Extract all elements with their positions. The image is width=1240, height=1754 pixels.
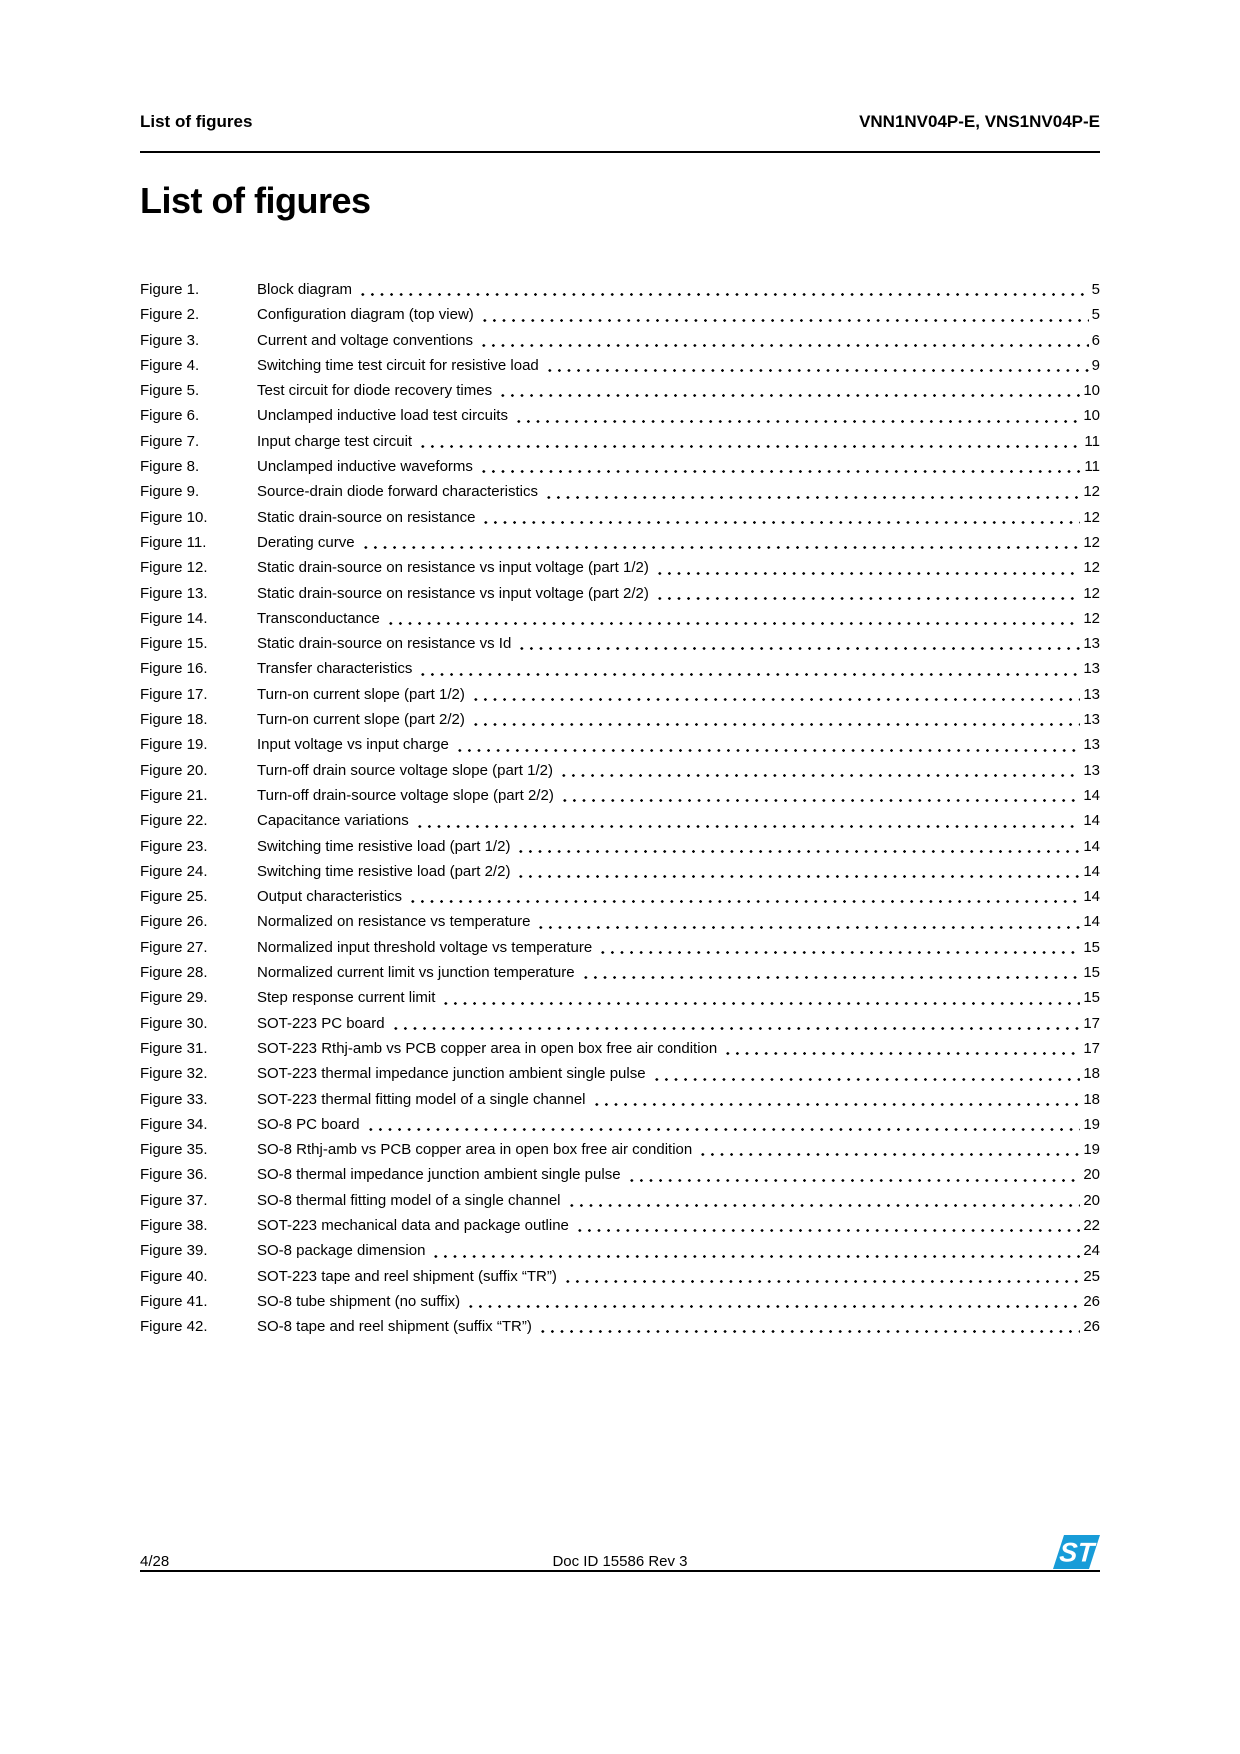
figure-entry bbox=[140, 429, 1100, 454]
figure-page-number: 15 bbox=[1083, 938, 1100, 956]
page-footer bbox=[140, 1553, 1100, 1570]
figure-page-number: 5 bbox=[1091, 306, 1100, 324]
dot-leader bbox=[627, 1179, 1081, 1182]
figure-label: Figure 10. bbox=[140, 508, 208, 526]
figure-label: Figure 9. bbox=[140, 483, 200, 501]
dot-leader bbox=[516, 850, 1080, 853]
figure-page-number: 13 bbox=[1083, 711, 1100, 729]
figure-title: Turn-on current slope (part 2/2) bbox=[257, 711, 465, 729]
figure-label: Figure 39. bbox=[140, 1242, 208, 1260]
figure-entry bbox=[140, 631, 1100, 656]
figure-title: Input charge test circuit bbox=[257, 432, 413, 450]
figure-entry bbox=[140, 555, 1100, 580]
figure-label: Figure 1. bbox=[140, 281, 200, 298]
dot-leader bbox=[598, 951, 1080, 954]
svg-text:ST: ST bbox=[1058, 1537, 1096, 1568]
figure-title: Normalized input threshold voltage vs temperature bbox=[257, 938, 593, 956]
figure-page-number: 15 bbox=[1083, 964, 1100, 982]
figure-title: Static drain-source on resistance vs input voltage (part 1/2) bbox=[257, 559, 649, 577]
figure-page-number: 12 bbox=[1083, 533, 1100, 551]
footer-rule bbox=[140, 1570, 1100, 1572]
figure-page-number: 12 bbox=[1083, 483, 1100, 501]
figure-title: Static drain-source on resistance vs input voltage (part 2/2) bbox=[257, 584, 649, 602]
figure-title: Turn-off drain source voltage slope (part 1/2) bbox=[257, 761, 553, 779]
dot-leader bbox=[655, 572, 1080, 575]
dot-leader bbox=[479, 470, 1081, 473]
figure-label: Figure 26. bbox=[140, 913, 208, 931]
dot-leader bbox=[386, 622, 1080, 625]
figure-title: Normalized on resistance vs temperature bbox=[257, 913, 531, 931]
figure-title: SOT-223 mechanical data and package outline bbox=[257, 1216, 569, 1234]
figure-entry bbox=[140, 1238, 1100, 1263]
dot-leader bbox=[418, 673, 1080, 676]
dot-leader bbox=[431, 1255, 1080, 1258]
figure-label: Figure 4. bbox=[140, 356, 200, 374]
figure-title: SOT-223 thermal fitting model of a single channel bbox=[257, 1090, 586, 1108]
dot-leader bbox=[358, 293, 1089, 296]
figure-entry bbox=[140, 682, 1100, 707]
figure-page-number: 5 bbox=[1091, 281, 1100, 298]
figure-entry bbox=[140, 859, 1100, 884]
figure-page-number: 10 bbox=[1083, 407, 1100, 425]
figure-title: Test circuit for diode recovery times bbox=[257, 382, 493, 400]
figure-entry bbox=[140, 909, 1100, 934]
figure-entry bbox=[140, 328, 1100, 353]
figure-page-number: 12 bbox=[1083, 609, 1100, 627]
figure-title: SO-8 Rthj-amb vs PCB copper area in open box free air condition bbox=[257, 1141, 693, 1159]
figure-entry bbox=[140, 707, 1100, 732]
figure-title: Configuration diagram (top view) bbox=[257, 306, 474, 324]
figure-title: SOT-223 Rthj-amb vs PCB copper area in open box free air condition bbox=[257, 1039, 718, 1057]
figure-title: Switching time test circuit for resistive load bbox=[257, 356, 539, 374]
figure-entry bbox=[140, 479, 1100, 504]
dot-leader bbox=[544, 496, 1080, 499]
figure-page-number: 26 bbox=[1083, 1318, 1100, 1336]
figure-entry bbox=[140, 606, 1100, 631]
figure-label: Figure 40. bbox=[140, 1267, 208, 1285]
dot-leader bbox=[441, 1002, 1080, 1005]
figure-label: Figure 32. bbox=[140, 1065, 208, 1083]
figure-title: Input voltage vs input charge bbox=[257, 736, 449, 754]
figure-entry bbox=[140, 302, 1100, 327]
dot-leader bbox=[391, 1027, 1081, 1030]
figure-label: Figure 36. bbox=[140, 1166, 208, 1184]
figure-page-number: 11 bbox=[1084, 458, 1100, 476]
figure-page-number: 12 bbox=[1083, 559, 1100, 577]
figure-entry bbox=[140, 277, 1100, 302]
dot-leader bbox=[471, 698, 1080, 701]
figure-page-number: 19 bbox=[1083, 1115, 1100, 1133]
figure-title: Static drain-source on resistance vs Id bbox=[257, 635, 512, 653]
figure-entry bbox=[140, 1314, 1100, 1339]
dot-leader bbox=[517, 647, 1080, 650]
dot-leader bbox=[479, 344, 1089, 347]
figure-title: Output characteristics bbox=[257, 888, 403, 906]
figure-label: Figure 21. bbox=[140, 786, 208, 804]
figure-entry bbox=[140, 1289, 1100, 1314]
figure-label: Figure 27. bbox=[140, 938, 208, 956]
figure-entry bbox=[140, 1061, 1100, 1086]
figure-label: Figure 37. bbox=[140, 1191, 208, 1209]
figure-page-number: 10 bbox=[1083, 382, 1100, 400]
dot-leader bbox=[560, 799, 1080, 802]
figure-entry bbox=[140, 1087, 1100, 1112]
figure-page-number: 17 bbox=[1083, 1014, 1100, 1032]
figure-label: Figure 42. bbox=[140, 1318, 208, 1336]
figure-label: Figure 5. bbox=[140, 382, 200, 400]
figure-label: Figure 29. bbox=[140, 989, 208, 1007]
figure-entry bbox=[140, 1036, 1100, 1061]
figure-label: Figure 31. bbox=[140, 1039, 208, 1057]
figure-page-number: 14 bbox=[1083, 913, 1100, 931]
figure-title: SO-8 thermal fitting model of a single channel bbox=[257, 1191, 561, 1209]
figure-title: Current and voltage conventions bbox=[257, 331, 473, 349]
figure-title: Normalized current limit vs junction temperature bbox=[257, 964, 575, 982]
figure-entry bbox=[140, 1188, 1100, 1213]
figure-title: SOT-223 thermal impedance junction ambient single pulse bbox=[257, 1065, 646, 1083]
figure-entry bbox=[140, 581, 1100, 606]
figure-entry bbox=[140, 758, 1100, 783]
figure-entry bbox=[140, 1011, 1100, 1036]
figure-label: Figure 38. bbox=[140, 1216, 208, 1234]
figure-label: Figure 24. bbox=[140, 862, 208, 880]
dot-leader bbox=[563, 1280, 1080, 1283]
dot-leader bbox=[481, 521, 1080, 524]
figure-label: Figure 30. bbox=[140, 1014, 208, 1032]
figure-page-number: 14 bbox=[1083, 837, 1100, 855]
figure-title: Switching time resistive load (part 2/2) bbox=[257, 862, 511, 880]
figure-label: Figure 13. bbox=[140, 584, 208, 602]
figure-page-number: 14 bbox=[1083, 786, 1100, 804]
figure-title: Unclamped inductive load test circuits bbox=[257, 407, 508, 425]
figure-label: Figure 7. bbox=[140, 432, 200, 450]
figure-page-number: 26 bbox=[1083, 1292, 1100, 1310]
dot-leader bbox=[514, 420, 1080, 423]
figure-title: Static drain-source on resistance bbox=[257, 508, 476, 526]
list-of-figures bbox=[140, 277, 1100, 1339]
figure-page-number: 22 bbox=[1083, 1216, 1100, 1234]
figure-entry bbox=[140, 353, 1100, 378]
dot-leader bbox=[366, 1128, 1081, 1131]
figure-entry bbox=[140, 378, 1100, 403]
figure-page-number: 13 bbox=[1083, 761, 1100, 779]
dot-leader bbox=[559, 774, 1080, 777]
dot-leader bbox=[538, 1330, 1080, 1333]
figure-label: Figure 41. bbox=[140, 1292, 208, 1310]
figure-entry bbox=[140, 1137, 1100, 1162]
dot-leader bbox=[361, 546, 1081, 549]
figure-entry bbox=[140, 1264, 1100, 1289]
figure-entry bbox=[140, 732, 1100, 757]
figure-entry bbox=[140, 656, 1100, 681]
figure-page-number: 20 bbox=[1083, 1166, 1100, 1184]
figure-label: Figure 23. bbox=[140, 837, 208, 855]
dot-leader bbox=[698, 1153, 1080, 1156]
dot-leader bbox=[498, 394, 1080, 397]
figure-label: Figure 3. bbox=[140, 331, 200, 349]
figure-page-number: 12 bbox=[1083, 584, 1100, 602]
dot-leader bbox=[415, 825, 1081, 828]
st-logo bbox=[1053, 1535, 1100, 1569]
figure-page-number: 18 bbox=[1083, 1065, 1100, 1083]
figure-page-number: 15 bbox=[1083, 989, 1100, 1007]
page-number: 4/28 bbox=[140, 1553, 170, 1570]
figure-entry bbox=[140, 530, 1100, 555]
figure-label: Figure 35. bbox=[140, 1141, 208, 1159]
dot-leader bbox=[516, 875, 1080, 878]
figure-title: SO-8 tube shipment (no suffix) bbox=[257, 1292, 461, 1310]
figure-page-number: 18 bbox=[1083, 1090, 1100, 1108]
figure-title: SO-8 PC board bbox=[257, 1115, 360, 1133]
dot-leader bbox=[455, 749, 1081, 752]
figure-label: Figure 25. bbox=[140, 888, 208, 906]
dot-leader bbox=[655, 597, 1080, 600]
figure-page-number: 14 bbox=[1083, 862, 1100, 880]
figure-page-number: 11 bbox=[1084, 432, 1100, 450]
dot-leader bbox=[581, 976, 1081, 979]
dot-leader bbox=[480, 319, 1089, 322]
figure-label: Figure 28. bbox=[140, 964, 208, 982]
st-logo-icon bbox=[1053, 1535, 1100, 1569]
dot-leader bbox=[471, 723, 1080, 726]
figure-label: Figure 8. bbox=[140, 458, 200, 476]
figure-entry bbox=[140, 783, 1100, 808]
figure-page-number: 20 bbox=[1083, 1191, 1100, 1209]
figure-title: Transfer characteristics bbox=[257, 660, 413, 678]
figure-entry bbox=[140, 403, 1100, 428]
figure-entry bbox=[140, 505, 1100, 530]
figure-entry bbox=[140, 808, 1100, 833]
dot-leader bbox=[408, 900, 1080, 903]
figure-title: SOT-223 tape and reel shipment (suffix “TR”) bbox=[257, 1267, 557, 1285]
dot-leader bbox=[592, 1103, 1081, 1106]
figure-entry bbox=[140, 1112, 1100, 1137]
dot-leader bbox=[575, 1229, 1080, 1232]
figure-page-number: 14 bbox=[1083, 888, 1100, 906]
figure-title: Switching time resistive load (part 1/2) bbox=[257, 837, 511, 855]
figure-entry bbox=[140, 454, 1100, 479]
figure-label: Figure 18. bbox=[140, 711, 208, 729]
dot-leader bbox=[723, 1052, 1080, 1055]
figure-entry bbox=[140, 1162, 1100, 1187]
figure-page-number: 17 bbox=[1083, 1039, 1100, 1057]
figure-page-number: 9 bbox=[1091, 356, 1100, 374]
figure-label: Figure 17. bbox=[140, 685, 208, 703]
figure-page-number: 14 bbox=[1083, 812, 1100, 830]
figure-title: Block diagram bbox=[257, 281, 353, 298]
figure-entry bbox=[140, 834, 1100, 859]
figure-label: Figure 2. bbox=[140, 306, 200, 324]
figure-title: Turn-on current slope (part 1/2) bbox=[257, 685, 465, 703]
page-title: List of figures bbox=[140, 180, 371, 221]
figure-label: Figure 14. bbox=[140, 609, 208, 627]
figure-page-number: 13 bbox=[1083, 660, 1100, 678]
figure-title: Source-drain diode forward characteristics bbox=[257, 483, 538, 501]
figure-label: Figure 15. bbox=[140, 635, 208, 653]
figure-label: Figure 6. bbox=[140, 407, 200, 425]
figure-title: SOT-223 PC board bbox=[257, 1014, 385, 1032]
figure-label: Figure 33. bbox=[140, 1090, 208, 1108]
figure-entry bbox=[140, 1213, 1100, 1238]
figure-page-number: 12 bbox=[1083, 508, 1100, 526]
figure-title: Transconductance bbox=[257, 609, 380, 627]
figure-label: Figure 34. bbox=[140, 1115, 208, 1133]
figure-label: Figure 12. bbox=[140, 559, 208, 577]
dot-leader bbox=[652, 1078, 1081, 1081]
figure-label: Figure 16. bbox=[140, 660, 208, 678]
figure-title: SO-8 tape and reel shipment (suffix “TR”) bbox=[257, 1318, 532, 1336]
figure-entry bbox=[140, 884, 1100, 909]
figure-page-number: 25 bbox=[1083, 1267, 1100, 1285]
figure-label: Figure 11. bbox=[140, 533, 207, 551]
figure-title: Turn-off drain-source voltage slope (part 2/2) bbox=[257, 786, 554, 804]
figure-page-number: 13 bbox=[1083, 685, 1100, 703]
figure-title: Derating curve bbox=[257, 533, 355, 551]
figure-title: Unclamped inductive waveforms bbox=[257, 458, 473, 476]
figure-title: Step response current limit bbox=[257, 989, 436, 1007]
dot-leader bbox=[536, 926, 1080, 929]
figure-title: SO-8 package dimension bbox=[257, 1242, 426, 1260]
header-part-numbers: VNN1NV04P-E, VNS1NV04P-E bbox=[859, 112, 1100, 131]
header-rule bbox=[140, 151, 1100, 153]
figure-label: Figure 22. bbox=[140, 812, 208, 830]
figure-page-number: 13 bbox=[1083, 635, 1100, 653]
figure-entry bbox=[140, 960, 1100, 985]
figure-entry bbox=[140, 935, 1100, 960]
doc-id: Doc ID 15586 Rev 3 bbox=[552, 1553, 688, 1570]
figure-entry bbox=[140, 985, 1100, 1010]
figure-label: Figure 20. bbox=[140, 761, 208, 779]
dot-leader bbox=[466, 1305, 1080, 1308]
figure-title: SO-8 thermal impedance junction ambient single pulse bbox=[257, 1166, 621, 1184]
figure-page-number: 13 bbox=[1083, 736, 1100, 754]
dot-leader bbox=[567, 1204, 1081, 1207]
header-section-title: List of figures bbox=[140, 112, 253, 131]
figure-page-number: 6 bbox=[1091, 331, 1100, 349]
page-header bbox=[140, 112, 1100, 132]
figure-page-number: 19 bbox=[1083, 1141, 1100, 1159]
figure-title: Capacitance variations bbox=[257, 812, 409, 830]
dot-leader bbox=[418, 445, 1081, 448]
figure-label: Figure 19. bbox=[140, 736, 208, 754]
figure-page-number: 24 bbox=[1083, 1242, 1100, 1260]
dot-leader bbox=[545, 369, 1089, 372]
